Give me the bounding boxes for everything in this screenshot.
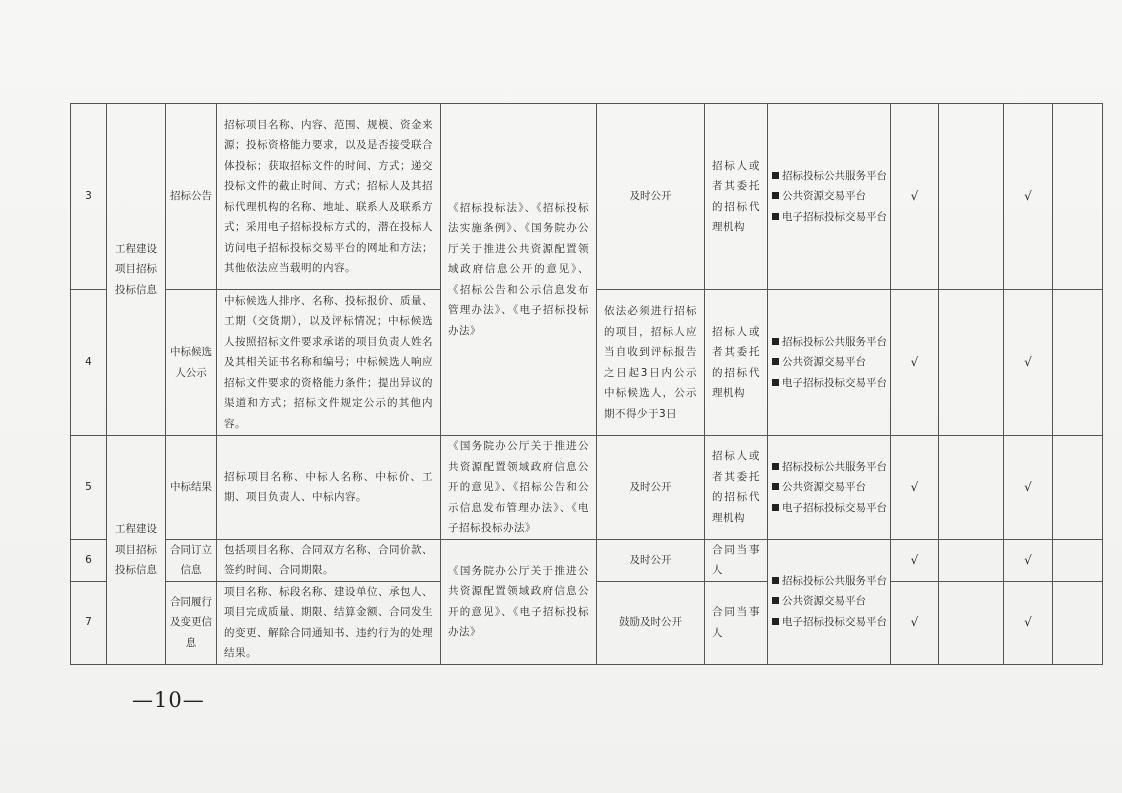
square-bullet-icon bbox=[772, 597, 779, 604]
category-cell: 工程建设项目招标投标信息 bbox=[107, 436, 166, 665]
subject-cell: 合同当事人 bbox=[705, 539, 768, 581]
square-bullet-icon bbox=[772, 358, 779, 365]
square-bullet-icon bbox=[772, 463, 779, 470]
check-mark: √ bbox=[891, 104, 939, 290]
check-mark: √ bbox=[891, 290, 939, 436]
item-cell: 招标公告 bbox=[166, 104, 217, 290]
timing-cell: 鼓励及时公开 bbox=[597, 581, 705, 664]
basis-cell: 《国务院办公厅关于推进公共资源配置领域政府信息公开的意见》、《招标公告和公示信息发布管理办法》、《电子招标投标办法》 bbox=[441, 436, 597, 540]
square-bullet-icon bbox=[772, 192, 779, 199]
platform-cell: 招标投标公共服务平台 公共资源交易平台 电子招标投标交易平台 bbox=[768, 290, 891, 436]
category-cell: 工程建设项目招标投标信息 bbox=[107, 104, 166, 436]
row-number: 4 bbox=[71, 290, 107, 436]
check-mark: √ bbox=[891, 436, 939, 540]
check-mark: √ bbox=[1004, 104, 1053, 290]
content-cell: 项目名称、标段名称、建设单位、承包人、项目完成质量、期限、结算金额、合同发生的变更、解除合同通知书、违约行为的处理结果。 bbox=[217, 581, 441, 664]
empty-cell bbox=[1053, 581, 1103, 664]
content-cell: 招标项目名称、中标人名称、中标价、工期、项目负责人、中标内容。 bbox=[217, 436, 441, 540]
empty-cell bbox=[939, 581, 1004, 664]
empty-cell bbox=[1053, 104, 1103, 290]
subject-cell: 招标人或者其委托的招标代理机构 bbox=[705, 436, 768, 540]
square-bullet-icon bbox=[772, 618, 779, 625]
disclosure-table bbox=[70, 103, 1103, 665]
row-number: 6 bbox=[71, 539, 107, 581]
page-number: —10— bbox=[132, 688, 205, 712]
row-number: 7 bbox=[71, 581, 107, 664]
timing-cell: 依法必须进行招标的项目，招标人应当自收到评标报告之日起3日内公示中标候选人，公示期不得少于3日 bbox=[597, 290, 705, 436]
subject-cell: 招标人或者其委托的招标代理机构 bbox=[705, 104, 768, 290]
empty-cell bbox=[939, 436, 1004, 540]
table-row bbox=[71, 104, 1103, 290]
empty-cell bbox=[1053, 539, 1103, 581]
square-bullet-icon bbox=[772, 483, 779, 490]
table-row bbox=[71, 539, 1103, 581]
platform-cell: 招标投标公共服务平台 公共资源交易平台 电子招标投标交易平台 bbox=[768, 539, 891, 664]
empty-cell bbox=[1053, 290, 1103, 436]
empty-cell bbox=[939, 104, 1004, 290]
check-mark: √ bbox=[891, 539, 939, 581]
item-cell: 中标结果 bbox=[166, 436, 217, 540]
square-bullet-icon bbox=[772, 504, 779, 511]
basis-cell: 《国务院办公厅关于推进公共资源配置领域政府信息公开的意见》、《电子招标投标办法》 bbox=[441, 539, 597, 664]
timing-cell: 及时公开 bbox=[597, 539, 705, 581]
row-number: 3 bbox=[71, 104, 107, 290]
basis-cell: 《招标投标法》、《招标投标法实施条例》、《国务院办公厅关于推进公共资源配置领域政府信息公开的意见》、《招标公告和公示信息发布管理办法》、《电子招标投标办法》 bbox=[441, 104, 597, 436]
timing-cell: 及时公开 bbox=[597, 104, 705, 290]
square-bullet-icon bbox=[772, 379, 779, 386]
platform-cell: 招标投标公共服务平台 公共资源交易平台 电子招标投标交易平台 bbox=[768, 436, 891, 540]
check-mark: √ bbox=[1004, 290, 1053, 436]
item-cell: 合同履行及变更信息 bbox=[166, 581, 217, 664]
subject-cell: 招标人或者其委托的招标代理机构 bbox=[705, 290, 768, 436]
check-mark: √ bbox=[891, 581, 939, 664]
empty-cell bbox=[1053, 436, 1103, 540]
subject-cell: 合同当事人 bbox=[705, 581, 768, 664]
table-row bbox=[71, 436, 1103, 540]
square-bullet-icon bbox=[772, 172, 779, 179]
check-mark: √ bbox=[1004, 539, 1053, 581]
row-number: 5 bbox=[71, 436, 107, 540]
check-mark: √ bbox=[1004, 581, 1053, 664]
timing-cell: 及时公开 bbox=[597, 436, 705, 540]
empty-cell bbox=[939, 539, 1004, 581]
content-cell: 中标候选人排序、名称、投标报价、质量、工期（交货期），以及评标情况；中标候选人按照招标文件要求承诺的项目负责人姓名及其相关证书名称和编号；中标候选人响应招标文件要求的资格能力条件；提出异议的渠道和方式；招标文件规定公示的其他内容。 bbox=[217, 290, 441, 436]
square-bullet-icon bbox=[772, 338, 779, 345]
item-cell: 中标候选人公示 bbox=[166, 290, 217, 436]
square-bullet-icon bbox=[772, 577, 779, 584]
content-cell: 招标项目名称、内容、范围、规模、资金来源；投标资格能力要求，以及是否接受联合体投标；获取招标文件的时间、方式；递交投标文件的截止时间、方式；招标人及其招标代理机构的名称、地址、联系人及联系方式；采用电子招标投标方式的，潜在投标人访问电子招标投标交易平台的网址和方法；其他依法应当载明的内容。 bbox=[217, 104, 441, 290]
square-bullet-icon bbox=[772, 213, 779, 220]
empty-cell bbox=[939, 290, 1004, 436]
item-cell: 合同订立信息 bbox=[166, 539, 217, 581]
check-mark: √ bbox=[1004, 436, 1053, 540]
content-cell: 包括项目名称、合同双方名称、合同价款、签约时间、合同期限。 bbox=[217, 539, 441, 581]
platform-cell: 招标投标公共服务平台 公共资源交易平台 电子招标投标交易平台 bbox=[768, 104, 891, 290]
